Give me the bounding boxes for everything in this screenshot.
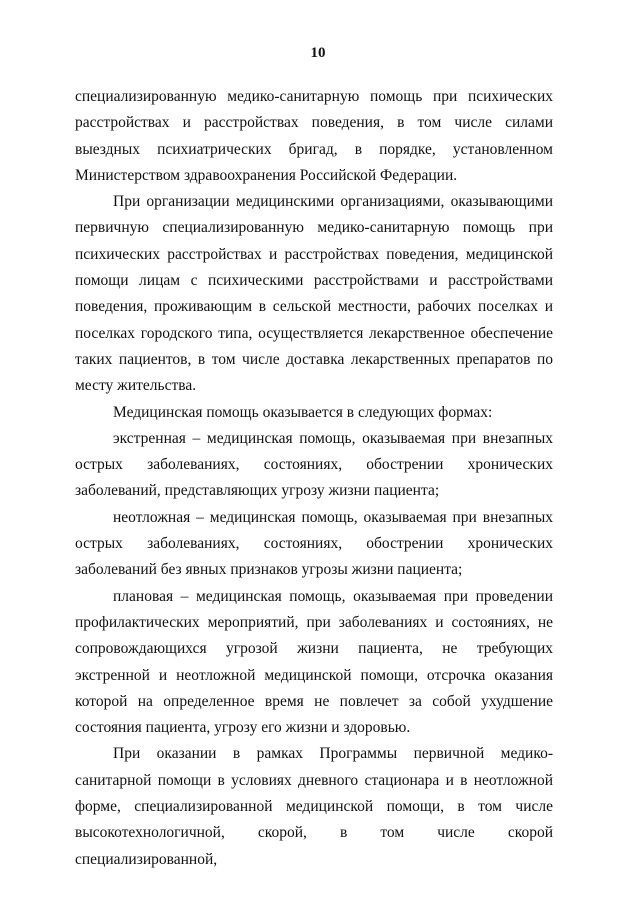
paragraph-drug-provision: При организации медицинскими организациями, оказывающими первичную специализированную медико-санитарную помощь при психических расстройствах и расстройствах поведения, медицинской помощи лицам с психическими расстройствами и расстройствами поведения, проживающим в сельской местности, рабочих поселках и поселках городского типа, осуществляется лекарственное обеспечение таких пациентов, в том числе доставка лекарственных препаратов по месту жительства. (75, 193, 553, 395)
paragraph-emergency-form: экстренная – медицинская помощь, оказываемая при внезапных острых заболеваниях, состояниях, обострении хронических заболеваний, представляющих угрозу жизни пациента; (75, 429, 553, 500)
paragraph-program-care: При оказании в рамках Программы первичной медико-санитарной помощи в условиях дневного стационара и в неотложной форме, специализированной медицинской помощи, в том числе высокотехнологичной, скорой, в том числе скорой специализированной, (75, 745, 553, 868)
paragraph-continuation: специализированную медико-санитарную помощь при психических расстройствах и расстройствах поведения, в том числе силами выездных психиатрических бригад, в порядке, установленном Министерством здравоохранения Российской Федерации. (75, 88, 553, 184)
paragraph-planned-form: плановая – медицинская помощь, оказываемая при проведении профилактических мероприятий, при заболеваниях и состояниях, не сопровождающихся угрозой жизни пациента, не требующих экстренной и неотложной медицинской помощи, отсрочка оказания которой на определенное время не повлечет за собой ухудшение состояния пациента, угрозу его жизни и здоровью. (75, 587, 553, 737)
paragraph-urgent-form: неотложная – медицинская помощь, оказываемая при внезапных острых заболеваниях, состояниях, обострении хронических заболеваний без явных признаков угрозы жизни пациента; (75, 508, 553, 579)
page-number: 10 (310, 45, 326, 61)
document-body (75, 84, 553, 873)
paragraph-care-forms-intro: Медицинская помощь оказывается в следующих формах: (113, 403, 493, 421)
